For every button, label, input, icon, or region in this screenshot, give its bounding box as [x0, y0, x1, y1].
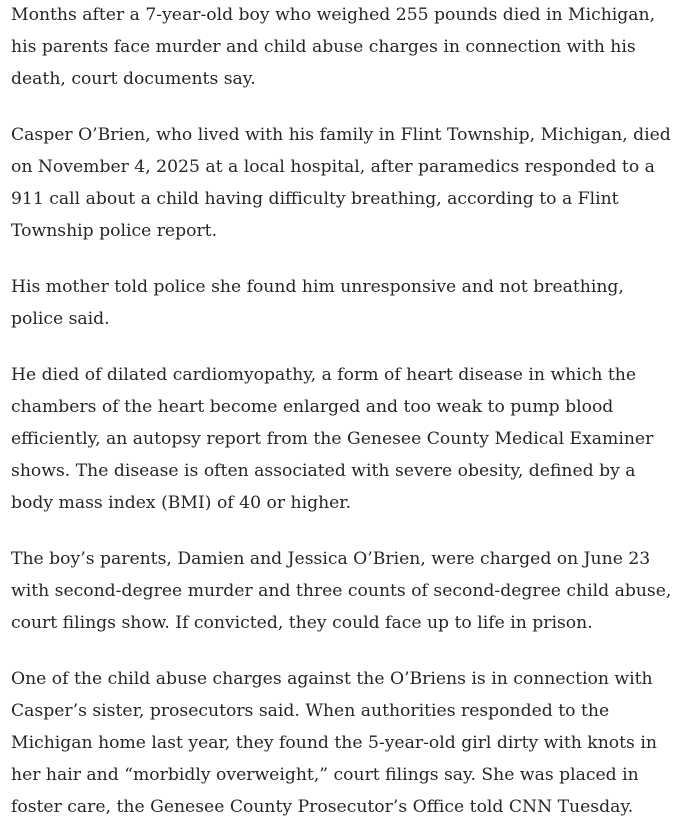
article-paragraph: The boy’s parents, Damien and Jessica O’Brien, were charged on June 23 with second-degree murder and three counts of second-degree child abuse, court filings show. If convicted, they could face up to life in prison.	[11, 549, 672, 633]
article-paragraph: He died of dilated cardiomyopathy, a form of heart disease in which the chambers of the heart become enlarged and too weak to pump blood efficiently, an autopsy report from the Genesee County Medical Examiner shows. The disease is often associated with severe obesity, defined by a body mass index (BMI) of 40 or higher.	[11, 365, 654, 513]
article-paragraph: One of the child abuse charges against the O’Briens is in connection with Casper’s sister, prosecutors said. When authorities responded to the Michigan home last year, they found the 5-year-old girl dirty with knots in her hair and “morbidly overweight,” court filings say. She was placed in foster care, the Genesee County Prosecutor’s Office told CNN Tuesday.	[11, 669, 657, 817]
article-paragraph: His mother told police she found him unresponsive and not breathing, police said.	[11, 277, 624, 329]
article-paragraph: Casper O’Brien, who lived with his family in Flint Township, Michigan, died on November 4, 2025 at a local hospital, after paramedics responded to a 911 call about a child having difficulty breathing, according to a Flint Township police report.	[11, 125, 671, 241]
article-paragraph: Months after a 7-year-old boy who weighed 255 pounds died in Michigan, his parents face murder and child abuse charges in connection with his death, court documents say.	[11, 5, 656, 89]
